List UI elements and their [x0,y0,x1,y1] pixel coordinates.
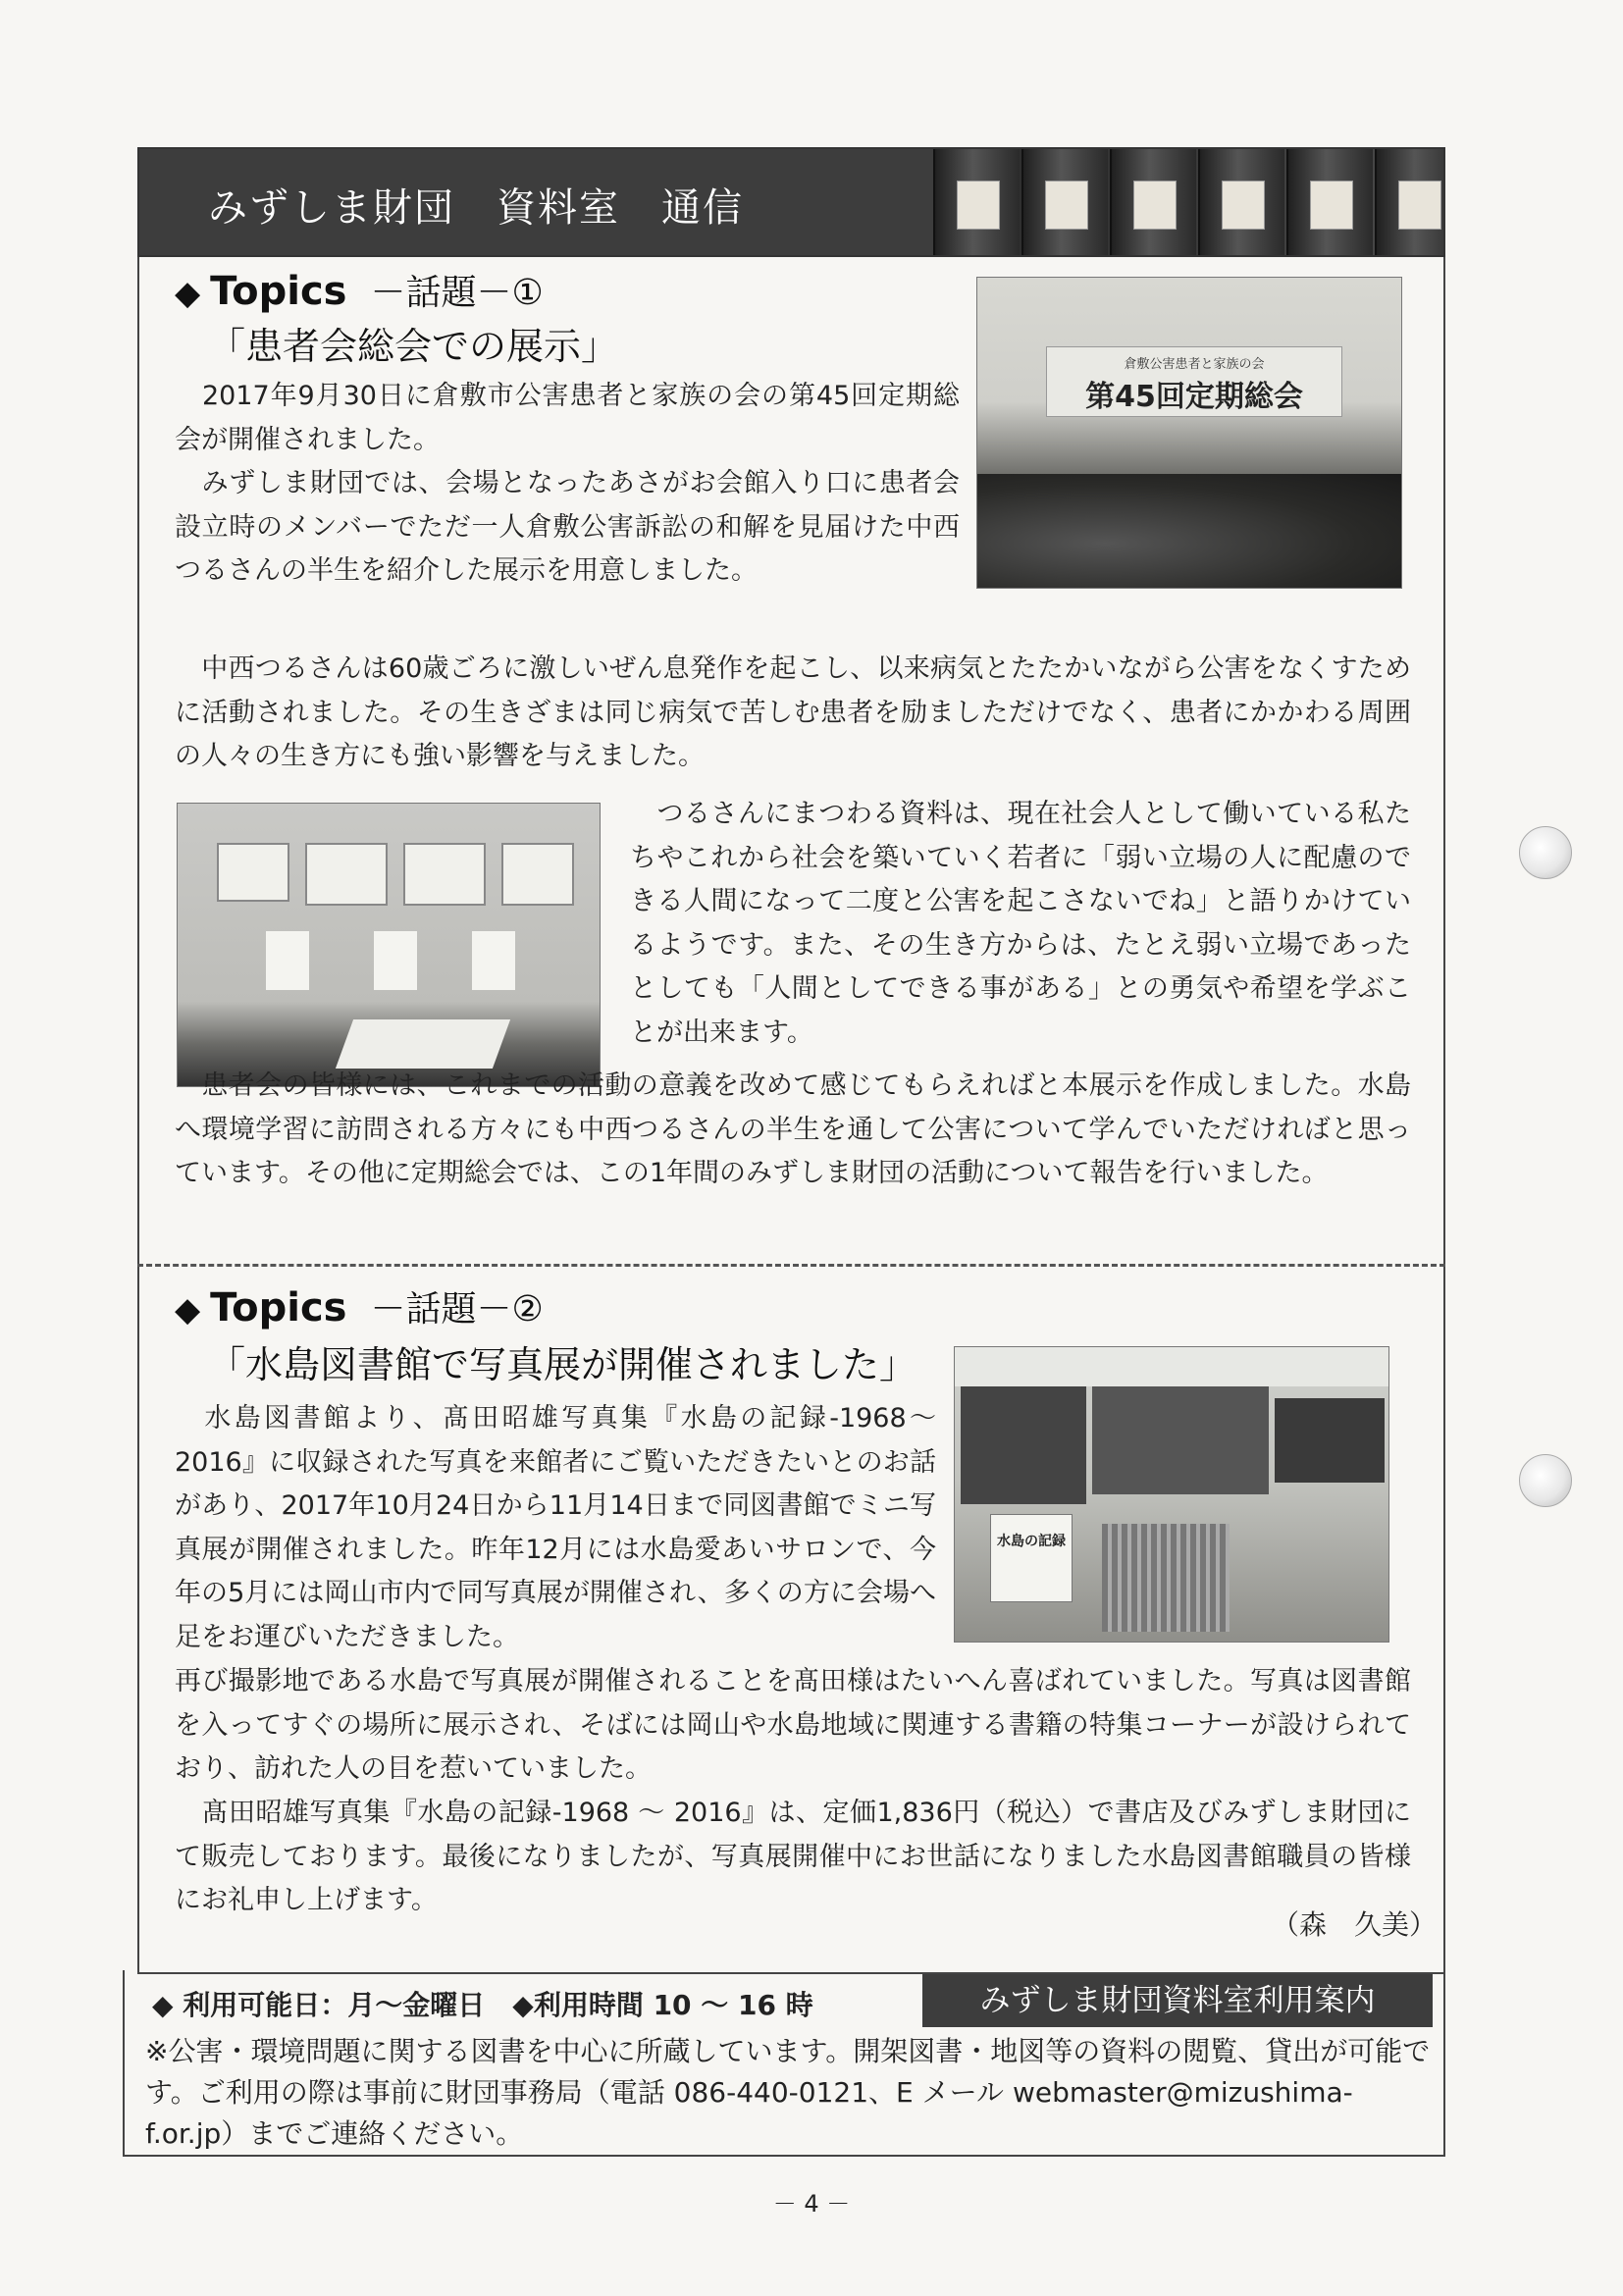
exhibit-photo [177,803,601,1087]
page-number: － 4 － [772,2190,851,2218]
book-spine [1198,149,1284,255]
topic2-paragraph-2: 再び撮影地である水島で写真展が開催されることを髙田様はたいへん喜ばれていました。写真は図書館を入ってすぐの場所に展示され、そばには岡山や水島地域に関連する書籍の特集コーナーが設けられており、訪れた人の目を惹いていました。 [175,1666,1411,1784]
book-spine [1286,149,1373,255]
header-books-photo [933,149,1443,255]
topic1-heading: ◆ Topics －話題－① [175,269,544,314]
diamond-icon: ◆ [175,1290,201,1330]
topic1-paragraph-3: 中西つるさんは60歳ごろに激しいぜん息発作を起こし、以来病気とたたかいながら公害をなくすために活動されました。その生きざまは同じ病気で苦しむ患者を励ましただけでなく、患者にかかわる周囲の人々の生き方にも強い影響を与えました。 [175,653,1411,771]
book-spine [1110,149,1196,255]
opening-hours: ◆ 利用可能日：月～金曜日 ◆利用時間 10 ～ 16 時 [152,1989,813,2021]
library-guide-note: ※公害・環境問題に関する図書を中心に所蔵しています。開架図書・地図等の資料の閲覧、貸出が可能です。ご利用の際は事前に財団事務局（電話 086-440-0121、E メール webmaster@mizushima-f.or.jp）までご連絡ください。 [145,2035,1431,2150]
book-spine [1375,149,1443,255]
topic1-title: 「患者会総会での展示」 [208,325,619,368]
book-spine [933,149,1020,255]
topic1-paragraph-5: 患者会の皆様には、これまでの活動の意義を改めて感じてもらえればと本展示を作成しました。水島へ環境学習に訪問される方々にも中西つるさんの半生を通して公害について学んでいただければと思っています。その他に定期総会では、この1年間のみずしま財団の活動について報告を行いました。 [175,1070,1411,1188]
topic1-paragraph-2: みずしま財団では、会場となったあさがお会館入り口に患者会設立時のメンバーでただ一人倉敷公害訴訟の和解を見届けた中西つるさんの半生を紹介した展示を用意しました。 [175,468,960,586]
section-divider [137,1264,1445,1267]
diamond-icon: ◆ [175,274,201,313]
library-guide-banner: みずしま財団資料室利用案内 [922,1974,1433,2027]
topic1-paragraph-1: 2017年9月30日に倉敷市公害患者と家族の会の第45回定期総会が開催されました。 [175,381,960,455]
library-exhibit-photo: 水島の記録 [954,1346,1389,1643]
topic2-paragraph-3: 髙田昭雄写真集『水島の記録-1968 ～ 2016』は、定価1,836円（税込）で書店及びみずしま財団にて販売しております。最後になりましたが、写真展開催中にお世話になりました水島図書館職員の皆様にお礼申し上げます。 [175,1798,1411,1915]
newsletter-title: みずしま財団 資料室 通信 [208,185,744,231]
topic1-paragraph-4: つるさんにまつわる資料は、現在社会人として働いている私たちやこれから社会を築いていく若者に「弱い立場の人に配慮のできる人間になって二度と公害を起こさないでね」と語りかけているようです。また、その生き方からは、たとえ弱い立場であったとしても「人間としてできる事がある」との勇気や希望を学ぶことが出来ます。 [630,799,1411,1048]
author-credit: （森 久美） [1271,1908,1437,1941]
topic2-heading: ◆ Topics －話題－② [175,1285,544,1331]
topic2-title: 「水島図書館で写真展が開催されました」 [208,1343,917,1386]
binder-hole-icon [1519,826,1572,879]
binder-hole-icon [1519,1454,1572,1507]
topic2-paragraph-1: 水島図書館より、髙田昭雄写真集『水島の記録-1968～ 2016』に収録された写真を来館者にご覧いただきたいとのお話があり、2017年10月24日から11月14日まで同図書館でミニ写真展が開催されました。昨年12月には水島愛あいサロンで、今年の5月には岡山市内で同写真展が開催され、多くの方に会場へ足をお運びいただきました。 [175,1403,936,1652]
book-spine [1021,149,1108,255]
header-bar [137,147,1445,257]
general-meeting-photo: 倉敷公害患者と家族の会 第45回定期総会 [976,277,1402,589]
